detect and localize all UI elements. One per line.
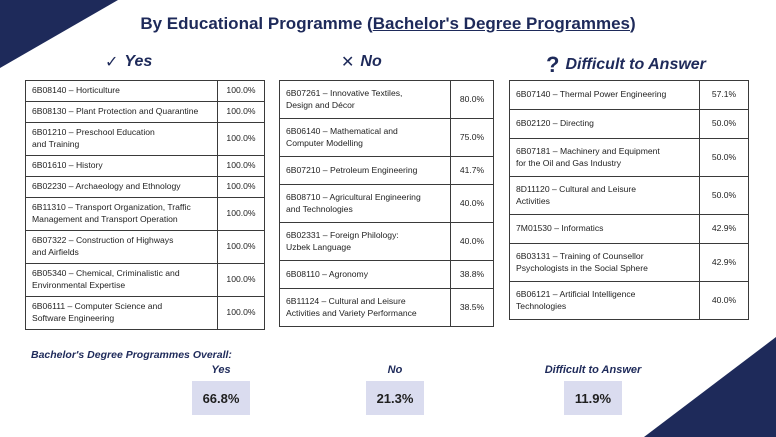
programme-name: 6B07322 – Construction of Highways and Airfields [26, 231, 218, 264]
difficult-programmes-table [509, 80, 749, 320]
table-row [26, 198, 265, 231]
programme-percentage: 38.5% [451, 289, 494, 327]
programme-percentage: 100.0% [218, 297, 265, 330]
programme-name: 6B02120 – Directing [510, 110, 700, 139]
programme-percentage: 100.0% [218, 231, 265, 264]
programme-name: 6B02230 – Archaeology and Ethnology [26, 177, 218, 198]
table-row [280, 119, 494, 157]
question-icon: ? [546, 52, 560, 77]
programme-name: 8D11120 – Cultural and Leisure Activities [510, 177, 700, 215]
programme-name: 6B07140 – Thermal Power Engineering [510, 81, 700, 110]
programme-percentage: 38.8% [451, 261, 494, 289]
programme-name: 6B11124 – Cultural and Leisure Activities and Variety Performance [280, 289, 451, 327]
table-row [26, 156, 265, 177]
programme-name: 6B01610 – History [26, 156, 218, 177]
programme-percentage: 40.0% [700, 282, 749, 320]
column-header-difficult [546, 52, 706, 78]
programme-percentage: 42.9% [700, 215, 749, 244]
programme-percentage: 42.9% [700, 244, 749, 282]
overall-difficult-value: 11.9% [564, 381, 622, 415]
overall-yes-value: 66.8% [192, 381, 250, 415]
programme-percentage: 50.0% [700, 177, 749, 215]
programme-name: 6B08110 – Agronomy [280, 261, 451, 289]
table-row [280, 223, 494, 261]
table-row [510, 81, 749, 110]
corner-decoration-top-left [0, 0, 118, 68]
corner-decoration-bottom-right [644, 337, 776, 437]
programme-percentage: 40.0% [451, 223, 494, 261]
no-programmes-table [279, 80, 494, 327]
programme-percentage: 41.7% [451, 157, 494, 185]
table-row [280, 261, 494, 289]
table-row [510, 139, 749, 177]
page-title: By Educational Programme (Bachelor's Degree Programmes) [140, 14, 636, 33]
programme-name: 6B05340 – Chemical, Criminalistic and Environmental Expertise [26, 264, 218, 297]
programme-percentage: 40.0% [451, 185, 494, 223]
table-row [26, 264, 265, 297]
programme-name: 6B06121 – Artificial Intelligence Technologies [510, 282, 700, 320]
column-header-yes-label: Yes [124, 53, 153, 70]
programme-percentage: 75.0% [451, 119, 494, 157]
column-header-yes [105, 52, 152, 72]
cross-icon: ✕ [341, 54, 355, 71]
overall-yes-label: Yes [211, 364, 231, 376]
column-header-no [341, 52, 382, 72]
table-row [26, 102, 265, 123]
programme-name: 6B08710 – Agricultural Engineering and Technologies [280, 185, 451, 223]
table-row [280, 185, 494, 223]
check-icon: ✓ [105, 54, 119, 71]
table-row [26, 297, 265, 330]
overall-no-value: 21.3% [366, 381, 424, 415]
programme-percentage: 100.0% [218, 81, 265, 102]
overall-difficult-label: Difficult to Answer [544, 364, 642, 376]
overall-title: Bachelor's Degree Programmes Overall: [31, 349, 232, 361]
overall-no-label: No [387, 364, 403, 376]
table-row [26, 231, 265, 264]
programme-name: 6B06111 – Computer Science and Software Engineering [26, 297, 218, 330]
table-row [280, 289, 494, 327]
programme-percentage: 57.1% [700, 81, 749, 110]
column-header-difficult-label: Difficult to Answer [565, 56, 706, 73]
programme-percentage: 50.0% [700, 139, 749, 177]
programme-percentage: 100.0% [218, 264, 265, 297]
programme-name: 6B08130 – Plant Protection and Quarantine [26, 102, 218, 123]
programme-name: 6B01210 – Preschool Education and Training [26, 123, 218, 156]
programme-percentage: 100.0% [218, 102, 265, 123]
programme-name: 6B11310 – Transport Organization, Traffic Management and Transport Operation [26, 198, 218, 231]
programme-name: 6B03131 – Training of Counsellor Psychologists in the Social Sphere [510, 244, 700, 282]
programme-percentage: 100.0% [218, 177, 265, 198]
table-row [510, 282, 749, 320]
table-row [510, 177, 749, 215]
programme-name: 6B06140 – Mathematical and Computer Modelling [280, 119, 451, 157]
table-row [510, 215, 749, 244]
column-header-no-label: No [360, 53, 382, 70]
table-row [26, 123, 265, 156]
programme-percentage: 80.0% [451, 81, 494, 119]
programme-name: 6B07261 – Innovative Textiles, Design and Décor [280, 81, 451, 119]
table-row [280, 81, 494, 119]
programme-percentage: 100.0% [218, 123, 265, 156]
programme-percentage: 50.0% [700, 110, 749, 139]
table-row [510, 244, 749, 282]
table-row [280, 157, 494, 185]
programme-percentage: 100.0% [218, 198, 265, 231]
programme-name: 7M01530 – Informatics [510, 215, 700, 244]
yes-programmes-table [25, 80, 265, 330]
programme-name: 6B07210 – Petroleum Engineering [280, 157, 451, 185]
table-row [26, 81, 265, 102]
programme-name: 6B08140 – Horticulture [26, 81, 218, 102]
programme-name: 6B02331 – Foreign Philology: Uzbek Language [280, 223, 451, 261]
programme-name: 6B07181 – Machinery and Equipment for the Oil and Gas Industry [510, 139, 700, 177]
table-row [510, 110, 749, 139]
programme-percentage: 100.0% [218, 156, 265, 177]
table-row [26, 177, 265, 198]
